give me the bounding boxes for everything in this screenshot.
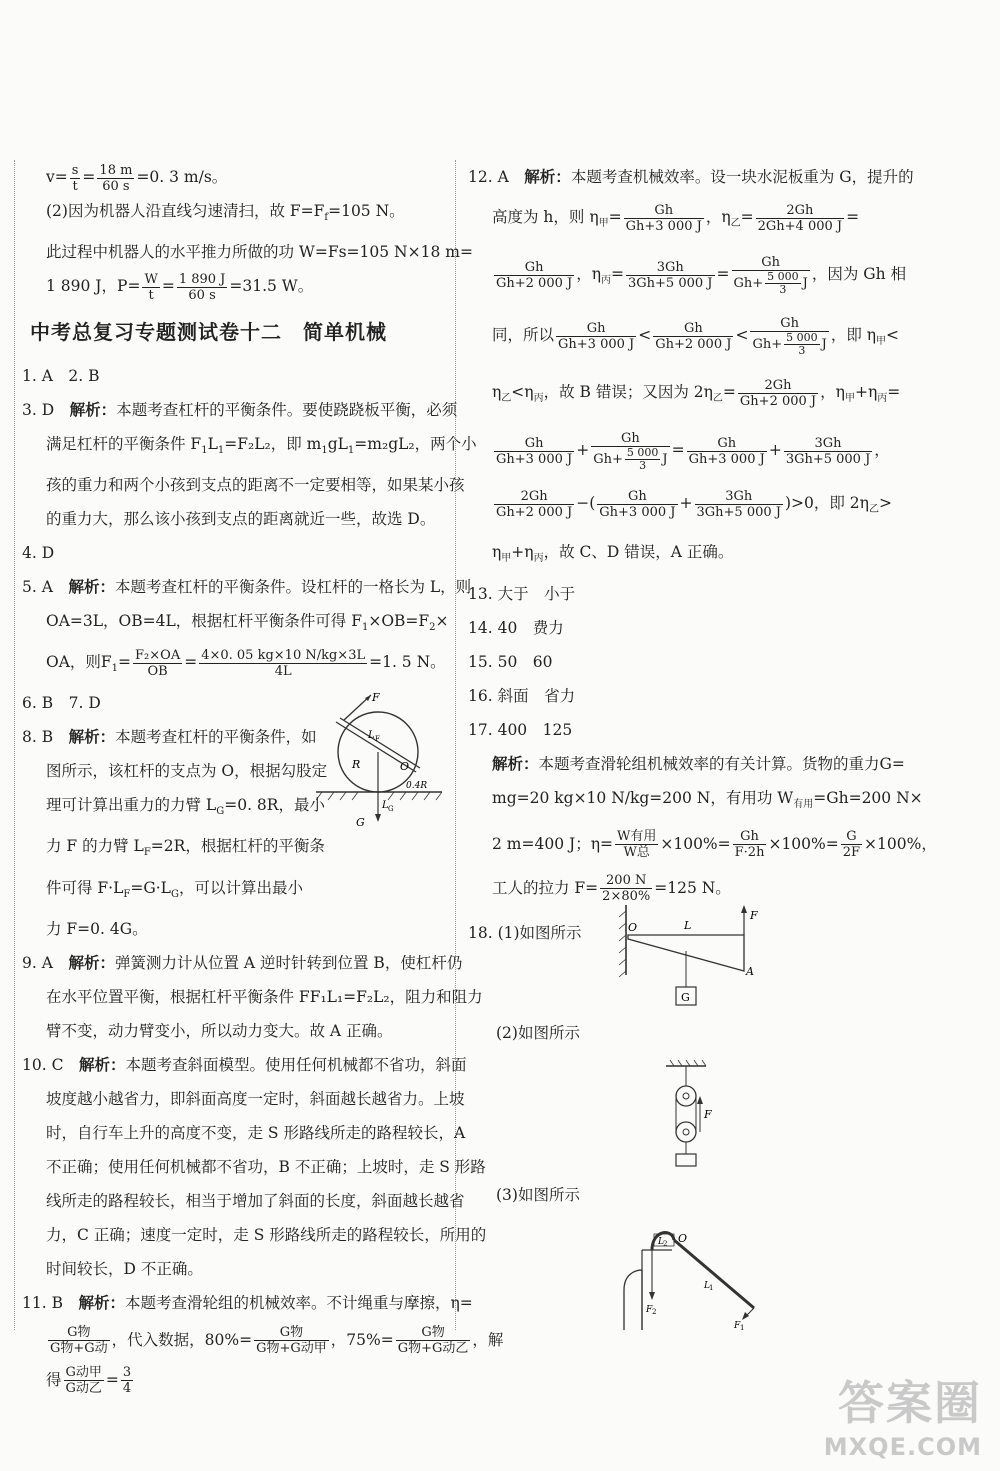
answer-18-2: (2)如图所示 [496,1024,580,1042]
fraction: $\frac{Gh}{Gh+3 000 J}$ [625,202,702,234]
label-LG-sub: G [388,805,394,813]
watermark-logo: 答案圈 [838,1376,982,1430]
arrow-head [741,905,747,913]
label-LF: L [368,730,375,741]
arrow-head [649,1292,655,1300]
text-line: 坡度越小越省力，即斜面高度一定时，斜面越长越省力。上坡 [46,1089,465,1108]
fraction: $\frac{Gh}{F\cdot 2h}$ [734,829,765,861]
right-column [468,160,937,950]
text-line: $\eta_乙<\eta_丙$，故 B 错误；又因为 $2\eta_乙=$ $\frac{2Gh}{Gh+2 000 J}$ ，$\eta_甲+\eta_丙=$ [492,377,901,409]
text-line: 孩的重力和两个小孩到支点的距离不一定要相等，如果某小孩 [46,476,465,495]
fraction: $\frac{3Gh}{3Gh+5 000 J}$ [628,259,713,291]
text-line: mg=20 kg×10 N/kg=200 N，有用功 $W_{有用}=Gh=200$ N× [492,788,923,810]
answer-9: 9. A 解析：弹簧测力计从位置 A 逆时针转到位置 B，使杠杆仍 [22,952,463,972]
fraction: $\frac{Gh}{Gh+2 000 J}$ [496,259,573,291]
label-F2-sub: 2 [652,1308,657,1316]
label-R: R [352,758,361,771]
text-line: 此过程中机器人的水平推力所做的功 W=Fs=105 N×18 m= [46,243,473,262]
fraction: $\frac{Gh}{Gh+3 000 J}$ [688,435,765,467]
text-line: 解析：本题考查滑轮组机械效率的有关计算。货物的重力G= [492,753,905,773]
text-line: 2 m=400 J；η= $\frac{\text{W有用}}{\text{W总}}$ ×100%= $\frac{Gh}{F\cdot 2h}$ ×100%= $\frac{G}{2F}$ ×100%， [492,829,937,861]
fraction: Gh Gh+ $\frac{5 000}{3}$ J [752,315,827,357]
text-line: 同，所以 $\frac{Gh}{Gh+3 000 J}$ < $\frac{Gh}{Gh+2 000 J}$ < Gh Gh+ $\frac{5 000}{3}$ J ，即 $\eta_甲<$ [492,315,900,357]
label-O: O [400,760,410,773]
label-G: G [356,816,365,829]
answer-12: 12. A 解析：本题考查机械效率。设一块水泥板重为 G，提升的 [468,167,914,186]
fraction: $\frac{\text{G物}}{\text{G物+G动甲}}$ [256,1325,327,1357]
crowbar-figure [612,1220,762,1330]
fraction: $\frac{\text{G物}}{\text{G物+G动}}$ [50,1325,108,1357]
answer-16: 16. 斜面 省力 [468,686,576,705]
pulley-figure [664,1060,724,1170]
fraction: $\frac{s}{t}$ [71,162,79,194]
fraction: $\frac{Gh}{Gh+3 000 J}$ [496,435,573,467]
wall-shape [624,1270,642,1330]
fraction: $\frac{200 N}{2\times 80\%}$ [602,873,651,905]
fraction: $\frac{\text{F₂×OA}}{OB}$ [135,647,181,679]
text-line: 工人的拉力 F= $\frac{200 N}{2\times 80\%}$ =125 N。 [492,873,731,905]
answer-1-2: 1. A 2. B [22,367,100,386]
label-L1-sub: 1 [709,1284,714,1292]
label-L1: L [704,1281,710,1291]
wall-hatch [619,911,626,977]
fraction: $\frac{\text{G物}}{\text{G物+G动乙}}$ [397,1325,469,1357]
label-G: G [681,991,690,1004]
pulley-axle [683,1093,689,1099]
text-line: 的重力大，那么该小孩到支点的距离就近一些，故选 D。 [46,510,436,529]
answer-18-3: (3)如图所示 [496,1186,580,1204]
label-LF-sub: F [375,735,380,743]
fraction: $\frac{4\times 0. 05 kg\times 10 N/kg\times 3L}{4L}$ [201,647,366,679]
text-line: 时，自行车上升的高度不变，走 S 形路线所走的路程较长，A [46,1123,466,1142]
answer-6-7: 6. B 7. D [22,694,101,713]
answer-4: 4. D [22,544,55,563]
answer-18-1: 18. (1)如图所示 [468,923,582,942]
fraction: Gh Gh+ $\frac{5 000}{3}$ J [593,430,668,472]
label-0.4R: 0.4R [406,781,428,791]
text-line: 力，C 正确；速度一定时，走 S 形路线所走的路程较长，所用的 [46,1225,487,1244]
label-LG: L [382,800,389,811]
text-line: 满足杠杆的平衡条件 $F_1L_1=F_2L_2$，即 $m_1gL_1=m_2gL_2$，两个小 [46,435,477,457]
ceiling-hatch [670,1060,706,1066]
fixed-pulley [676,1086,696,1106]
arrow-head [742,1312,749,1320]
text-line: (2)因为机器人沿直线匀速清扫，故 $F=F_f=105$ N。 [46,202,405,224]
answer-17: 17. 400 125 [468,720,573,739]
fraction: $\frac{3}{4}$ [122,1365,132,1397]
label-F: F [372,691,380,704]
answer-13: 13. 大于 小于 [468,584,576,603]
text-line: 力 F=0. 4G。 [46,919,148,938]
answer-11: 11. B 解析：本题考查滑轮组的机械效率。不计绳重与摩擦，η= [22,1292,473,1312]
label-L2: L [658,1237,664,1247]
answer-3: 3. D 解析：本题考查杠杆的平衡条件。要使跷跷板平衡，必须 [22,400,458,420]
text-line: OA，则$F_1=$ $\frac{\text{F₂×OA}}{OB}$ = $\frac{4\times 0. 05 kg\times 10 N/kg\times 3L}{4L}$ =1. 5 N。 [46,647,446,679]
arrow-head [375,814,381,822]
text-line: $\eta_甲+\eta_丙$，故 C、D 错误，A 正确。 [492,543,734,565]
movable-pulley [676,1122,696,1142]
text-line: $\frac{Gh}{Gh+3 000 J}$ + Gh Gh+ $\frac{5 000}{3}$ J = $\frac{Gh}{Gh+3 000 J}$ + $\frac{3Gh}{3Gh+5 000 J}$ ， [496,430,890,472]
text-line: 在水平位置平衡，根据杠杆平衡条件 FF₁L₁=F₂L₂，阻力和阻力 [46,987,483,1006]
pulley-axle [683,1129,689,1135]
answer-15: 15. 50 60 [468,652,553,671]
label-F: F [704,1108,712,1121]
fraction: $\frac{18 m}{60 s}$ [99,162,133,194]
label-F: F [750,909,758,922]
fraction: $\frac{3Gh}{3Gh+5 000 J}$ [785,435,871,467]
label-L: L [684,919,692,932]
text-line: $\frac{Gh}{Gh+2 000 J}$ ，$\eta_丙=$ $\frac{3Gh}{3Gh+5 000 J}$ = Gh Gh+ $\frac{5 000}{3}$ J ，因为 Gh 相 [496,254,907,296]
label-A: A [746,965,754,978]
arrow-head [697,1096,703,1104]
fraction: Gh Gh+ $\frac{5 000}{3}$ J [733,254,808,296]
text-line: 臂不变，动力臂变小，所以动力变大。故 A 正确。 [46,1021,393,1040]
fraction: $\frac{G}{2F}$ [842,829,861,861]
fraction: $\frac{Gh}{Gh+3 000 J}$ [558,320,635,352]
label-F1: F [734,1321,741,1330]
text-line: 图所示，该杠杆的支点为 O，根据勾股定 [46,762,328,781]
velocity-line: v= $\frac{s}{t}$ = $\frac{18 m}{60 s}$ =0. 3 m/s。 [46,162,228,194]
text-line: 不正确；使用任何机械都不省功，B 不正确；上坡时，走 S 形路 [46,1157,486,1176]
fraction: $\frac{Gh}{Gh+2 000 J}$ [655,320,732,352]
label-F2: F [646,1305,653,1315]
fraction: $\frac{2Gh}{Gh+2 000 J}$ [739,377,817,409]
fraction: $\frac{2Gh}{2Gh+4 000 J}$ [757,202,843,234]
fraction: $\frac{2Gh}{Gh+2 000 J}$ [496,488,573,520]
lever-wall-figure [614,905,764,1010]
left-margin-rule [14,160,15,1330]
watermark-url: MXQE.COM [823,1433,982,1461]
ground-hatch [316,792,442,800]
text-line: $\frac{2Gh}{Gh+2 000 J}$ −( $\frac{Gh}{Gh+3 000 J}$ + $\frac{3Gh}{3Gh+5 000 J}$ )>0，即 $2\eta_乙>$ [496,488,892,520]
fraction: $\frac{Gh}{Gh+3 000 J}$ [599,488,676,520]
fraction: $\frac{\text{W有用}}{\text{W总}}$ [616,829,657,861]
text-line: 线所走的路程较长，相当于增加了斜面的长度，斜面越长越省 [46,1191,465,1210]
lever-circle-figure [316,690,442,830]
answer-10: 10. C 解析：本题考查斜面模型。使用任何机械都不省功，斜面 [22,1054,467,1074]
text-line: 时间较长，D 不正确。 [46,1259,203,1278]
text-line: 件可得 $F\cdot L_F=G\cdot L_G$，可以计算出最小 [46,878,303,900]
answer-5: 5. A 解析：本题考查杠杆的平衡条件。设杠杆的一格长为 L，则 [22,577,472,597]
label-O: O [678,1232,688,1245]
text-line: 得 $\frac{\text{G动甲}}{\text{G动乙}}$ = $\frac{3}{4}$ [46,1365,132,1397]
answer-8: 8. B 解析：本题考查杠杆的平衡条件，如 [22,727,317,747]
text-line: 高度为 h，则 $\eta_甲=$ $\frac{Gh}{Gh+3 000 J}$ ，$\eta_乙=$ $\frac{2Gh}{2Gh+4 000 J}$ = [492,202,860,234]
watermark [824,1367,982,1461]
text-line: 力 F 的力臂 $L_F=2R$，根据杠杆的平衡条 [46,837,325,859]
section-title: 中考总复习专题测试卷十二 简单机械 [30,320,387,345]
text-line: OA=3L，OB=4L，根据杠杆平衡条件可得 $F_1\times OB=F_2\times$ [46,612,449,634]
fraction: $\frac{3Gh}{3Gh+5 000 J}$ [696,488,781,520]
text-line: 理可计算出重力的力臂 $L_G=0$. 8R，最小 [46,796,325,818]
label-O: O [628,921,638,934]
label-F1-sub: 1 [740,1324,745,1330]
fraction: $\frac{W}{t}$ [144,271,158,303]
fraction: $\frac{\text{G动甲}}{\text{G动乙}}$ [65,1365,102,1397]
load-box [676,1154,696,1166]
label-L2-sub: 2 [663,1240,668,1248]
text-line: $\frac{\text{G物}}{\text{G物+G动}}$ ，代入数据，80%= $\frac{\text{G物}}{\text{G物+G动甲}}$ ，75%= $\frac{\text{G物}}{\text{G物+G动乙}}$ ，解 [50,1325,504,1357]
fraction: $\frac{1 890 J}{60 s}$ [178,271,226,303]
answer-14: 14. 40 费力 [468,618,564,637]
power-line: 1 890 J，P= $\frac{W}{t}$ = $\frac{1 890 J}{60 s}$ =31.5 W。 [46,271,314,303]
crowbar-handle [674,1240,754,1308]
